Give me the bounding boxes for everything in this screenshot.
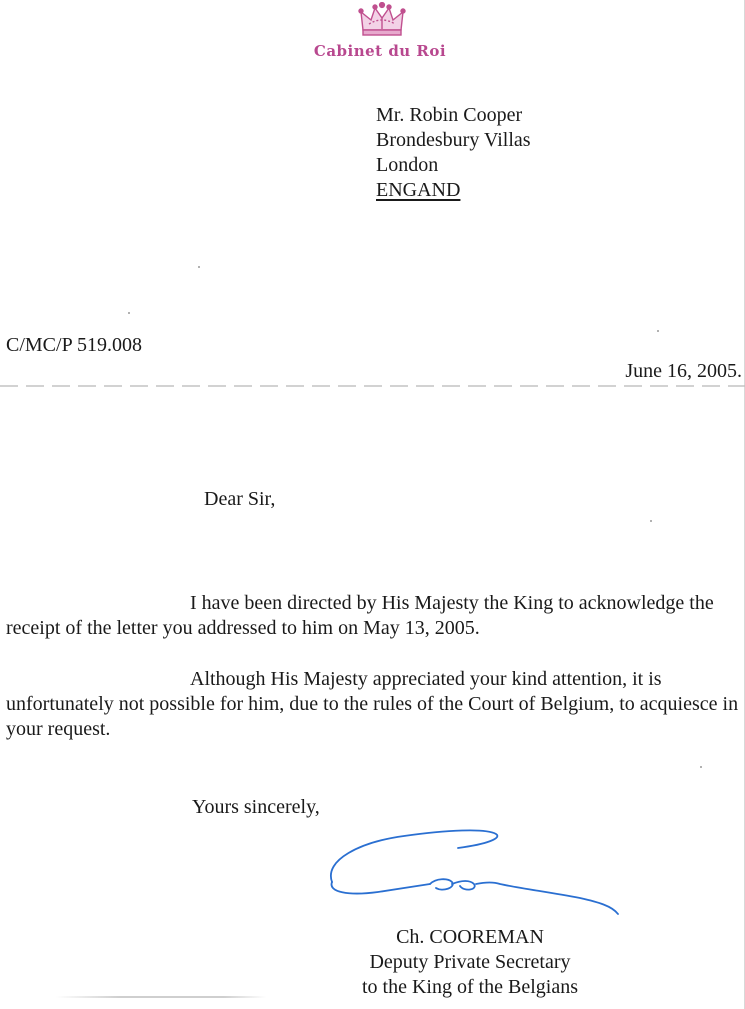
scan-speck <box>128 312 130 314</box>
recipient-address <box>376 103 531 203</box>
recipient-country: ENGAND <box>376 179 461 201</box>
body-paragraph-2: Although His Majesty appreciated your kind attention, it is unfortunately not possible for him, due to the rules of the Court of Belgium, to acquiesce in your request. <box>6 668 739 740</box>
scan-fold-line <box>0 385 745 387</box>
scan-speck <box>657 330 659 332</box>
royal-crown-icon <box>357 2 407 38</box>
signatory-name: Ch. COOREMAN <box>396 926 544 948</box>
letter-date: June 16, 2005. <box>625 360 742 382</box>
signatory-block <box>330 925 610 1000</box>
reference-number: C/MC/P 519.008 <box>6 334 142 356</box>
recipient-name: Mr. Robin Cooper <box>376 104 523 126</box>
body-paragraph-1: I have been directed by His Majesty the King to acknowledge the receipt of the letter you addressed to him on May 13, 2005. <box>6 592 714 639</box>
scan-speck <box>198 266 200 268</box>
scan-speck <box>700 766 702 768</box>
scan-bottom-edge <box>56 996 266 998</box>
recipient-street: Brondesbury Villas <box>376 129 531 151</box>
scan-speck <box>650 520 652 522</box>
recipient-city: London <box>376 154 439 176</box>
signatory-office: to the King of the Belgians <box>361 976 579 998</box>
letterhead-title: Cabinet du Roi <box>313 42 447 60</box>
salutation: Dear Sir, <box>204 488 276 510</box>
handwritten-signature <box>318 818 624 928</box>
closing: Yours sincerely, <box>192 796 320 818</box>
signatory-title: Deputy Private Secretary <box>369 951 571 973</box>
